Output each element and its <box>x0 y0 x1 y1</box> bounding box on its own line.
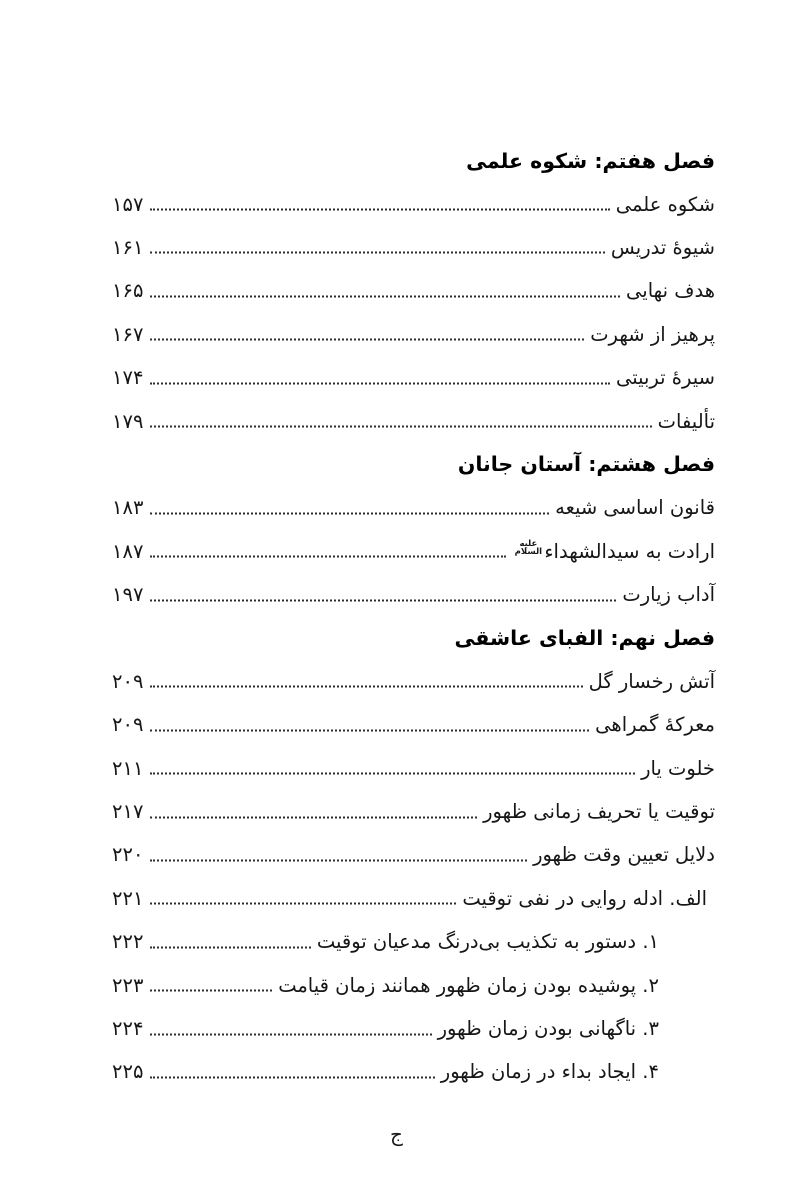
page-number: ۱۵۷ <box>112 192 144 216</box>
entry-title: هدف نهایی <box>626 279 715 303</box>
page-number: ۱۸۷ <box>112 539 144 563</box>
entry-title: خلوت یار <box>641 756 715 780</box>
dot-leader <box>150 859 527 861</box>
page-number: ۲۰۹ <box>112 713 144 737</box>
page-number: ۲۰۹ <box>112 669 144 693</box>
page-number: ۱۷۴ <box>112 366 144 390</box>
entry-title: معرکهٔ گمراهی <box>595 713 715 737</box>
entry-title: ۴. ایجاد بداء در زمان ظهور <box>440 1060 659 1084</box>
dot-leader <box>150 1076 434 1078</box>
toc-entry <box>112 833 715 876</box>
toc-entry <box>112 182 715 225</box>
toc-entry <box>112 226 715 269</box>
chapter-heading <box>112 139 715 182</box>
dot-leader <box>150 339 584 341</box>
entry-title: شکوه علمی <box>615 192 715 216</box>
dot-leader <box>150 686 582 688</box>
dot-leader <box>150 990 272 992</box>
page-number: ۱۸۳ <box>112 496 144 520</box>
toc-entry <box>112 269 715 312</box>
toc-entry <box>112 703 715 746</box>
toc-entry <box>112 1007 715 1050</box>
page-number: ۲۲۱ <box>112 886 144 910</box>
toc-entry <box>112 530 715 573</box>
toc-entry <box>112 963 715 1006</box>
dot-leader <box>150 729 589 731</box>
dot-leader <box>150 599 616 601</box>
entry-title: تألیفات <box>657 409 715 433</box>
entry-title: آداب زیارت <box>622 583 715 607</box>
dot-leader <box>150 1033 431 1035</box>
chapter-heading-text: فصل هفتم: شکوه علمی <box>466 148 715 173</box>
dot-leader <box>150 556 506 558</box>
entry-title: پرهیز از شهرت <box>590 322 715 346</box>
page-number: ۱۷۹ <box>112 409 144 433</box>
dot-leader <box>150 252 604 254</box>
page-number: ۲۲۵ <box>112 1060 144 1084</box>
entry-title: الف. ادله روایی در نفی توقیت <box>462 886 707 910</box>
page-number: ۲۲۰ <box>112 843 144 867</box>
dot-leader <box>150 946 310 948</box>
entry-title: ۱. دستور به تکذیب بی‌درنگ مدعیان توقیت <box>316 930 659 954</box>
page-number: ۱۶۱ <box>112 235 144 259</box>
honorific-mark: علیه السلام <box>514 538 543 558</box>
dot-leader <box>150 816 477 818</box>
page-number: ۲۲۳ <box>112 973 144 997</box>
toc-entry <box>112 660 715 703</box>
dot-leader <box>150 773 635 775</box>
chapter-heading-text: فصل هشتم: آستان جانان <box>457 452 715 477</box>
page-number: ۲۱۷ <box>112 800 144 824</box>
toc-entry <box>112 790 715 833</box>
entry-title: توقیت یا تحریف زمانی ظهور <box>483 800 715 824</box>
toc-entry <box>112 920 715 963</box>
toc-entry <box>112 313 715 356</box>
entry-title: دلایل تعیین وقت ظهور <box>533 843 715 867</box>
toc-list <box>112 139 715 1094</box>
dot-leader <box>150 512 549 514</box>
chapter-heading <box>112 443 715 486</box>
page-number: ۲۲۲ <box>112 930 144 954</box>
toc-entry <box>112 573 715 616</box>
page-number: ۲۱۱ <box>112 756 144 780</box>
dot-leader <box>150 382 610 384</box>
toc-entry <box>112 399 715 442</box>
dot-leader <box>150 426 651 428</box>
chapter-heading-text: فصل نهم: الفبای عاشقی <box>454 625 715 650</box>
entry-title: قانون اساسی شیعه <box>555 496 715 520</box>
page-footer-letter: ج <box>390 1122 403 1146</box>
entry-title: ۲. پوشیده بودن زمان ظهور همانند زمان قیامت <box>278 973 659 997</box>
entry-title: ۳. ناگهانی بودن زمان ظهور <box>437 1017 659 1040</box>
entry-title: ارادت به سیدالشهداء <box>544 539 715 563</box>
toc-entry <box>112 486 715 529</box>
dot-leader <box>150 903 456 905</box>
chapter-heading <box>112 616 715 659</box>
entry-title: سیرهٔ تربیتی <box>615 366 715 390</box>
page-number: ۱۶۵ <box>112 279 144 303</box>
dot-leader <box>150 209 609 211</box>
toc-entry <box>112 877 715 920</box>
page-number: ۲۲۴ <box>112 1017 144 1040</box>
entry-title: شیوهٔ تدریس <box>610 235 715 259</box>
toc-entry <box>112 1050 715 1093</box>
entry-title: آتش رخسار گل <box>588 669 715 693</box>
page-number: ۱۹۷ <box>112 583 144 607</box>
dot-leader <box>150 295 620 297</box>
toc-entry <box>112 746 715 789</box>
toc-entry <box>112 356 715 399</box>
page-number: ۱۶۷ <box>112 322 144 346</box>
